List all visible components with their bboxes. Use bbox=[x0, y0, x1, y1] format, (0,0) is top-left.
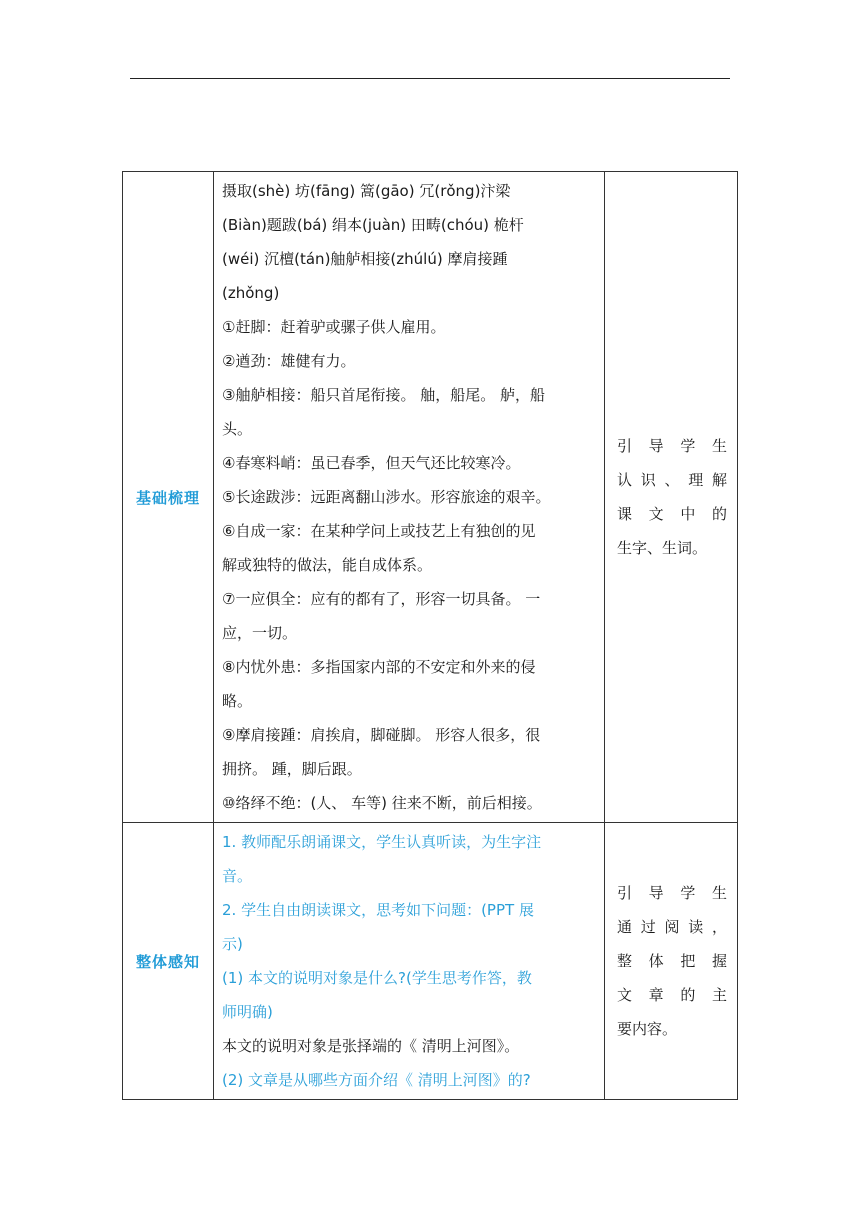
table-row bbox=[123, 823, 738, 1100]
content-line: ④春寒料峭：虽已春季，但天气还比较寒冷。 bbox=[222, 454, 521, 472]
content-line: 摄取(shè) 坊(fāng) 篙(gāo) 冗(rǒng)汴梁 bbox=[222, 182, 511, 200]
note-line: 生字、生词。 bbox=[617, 539, 708, 557]
content-line: (zhǒng) bbox=[222, 284, 280, 302]
content-line: (2) 文章是从哪些方面介绍《 清明上河图》的? bbox=[222, 1071, 531, 1089]
content-line: 师明确) bbox=[222, 1003, 273, 1021]
content-line: ③舳舻相接：船只首尾衔接。 舳，船尾。 舻，船 bbox=[222, 386, 545, 404]
note-line: 通过阅读， bbox=[617, 918, 727, 936]
note-line: 引导学生 bbox=[617, 437, 727, 455]
note-line: 课文中的 bbox=[617, 505, 727, 523]
note-line: 整体把握 bbox=[617, 952, 727, 970]
row-content bbox=[214, 172, 605, 823]
note-line: 要内容。 bbox=[617, 1020, 678, 1038]
content-line: ②遒劲：雄健有力。 bbox=[222, 352, 356, 370]
row-note bbox=[605, 823, 738, 1100]
content-line: 略。 bbox=[222, 692, 253, 710]
content-line: ⑤长途跋涉：远距离翻山涉水。形容旅途的艰辛。 bbox=[222, 488, 551, 506]
content-line: ⑨摩肩接踵：肩挨肩，脚碰脚。 形容人很多，很 bbox=[222, 726, 541, 744]
content-line: (1) 本文的说明对象是什么?(学生思考作答，教 bbox=[222, 969, 532, 987]
content-line: 音。 bbox=[222, 867, 253, 885]
content-line: 示) bbox=[222, 935, 243, 953]
content-line: ⑦一应俱全：应有的都有了，形容一切具备。 一 bbox=[222, 590, 541, 608]
content-line: ①赶脚：赶着驴或骡子供人雇用。 bbox=[222, 318, 446, 336]
table-row bbox=[123, 172, 738, 823]
header-rule bbox=[130, 78, 730, 79]
lesson-plan-table bbox=[122, 171, 738, 1100]
content-line: 头。 bbox=[222, 420, 253, 438]
row-content bbox=[214, 823, 605, 1100]
content-line: 解或独特的做法，能自成体系。 bbox=[222, 556, 433, 574]
content-line: (Biàn)题跋(bá) 绢本(juàn) 田畴(chóu) 桅杆 bbox=[222, 216, 524, 234]
content-line: ⑩络绎不绝：(人、 车等) 往来不断，前后相接。 bbox=[222, 794, 542, 812]
content-line: ⑥自成一家：在某种学问上或技艺上有独创的见 bbox=[222, 522, 536, 540]
content-line: 2. 学生自由朗读课文，思考如下问题：(PPT 展 bbox=[222, 901, 534, 919]
note-line: 认识、理解 bbox=[617, 471, 727, 489]
note-line: 引导学生 bbox=[617, 884, 727, 902]
content-line: (wéi) 沉檀(tán)舳舻相接(zhúlú) 摩肩接踵 bbox=[222, 250, 508, 268]
content-line: 应，一切。 bbox=[222, 624, 298, 642]
row-label: 基础梳理 bbox=[123, 172, 214, 823]
content-line: 拥挤。 踵，脚后跟。 bbox=[222, 760, 362, 778]
content-line: ⑧内忧外患：多指国家内部的不安定和外来的侵 bbox=[222, 658, 536, 676]
row-note bbox=[605, 172, 738, 823]
content-line: 1. 教师配乐朗诵课文，学生认真听读，为生字注 bbox=[222, 833, 542, 851]
note-line: 文章的主 bbox=[617, 986, 727, 1004]
row-label: 整体感知 bbox=[123, 823, 214, 1100]
content-line: 本文的说明对象是张择端的《 清明上河图》。 bbox=[222, 1037, 520, 1055]
